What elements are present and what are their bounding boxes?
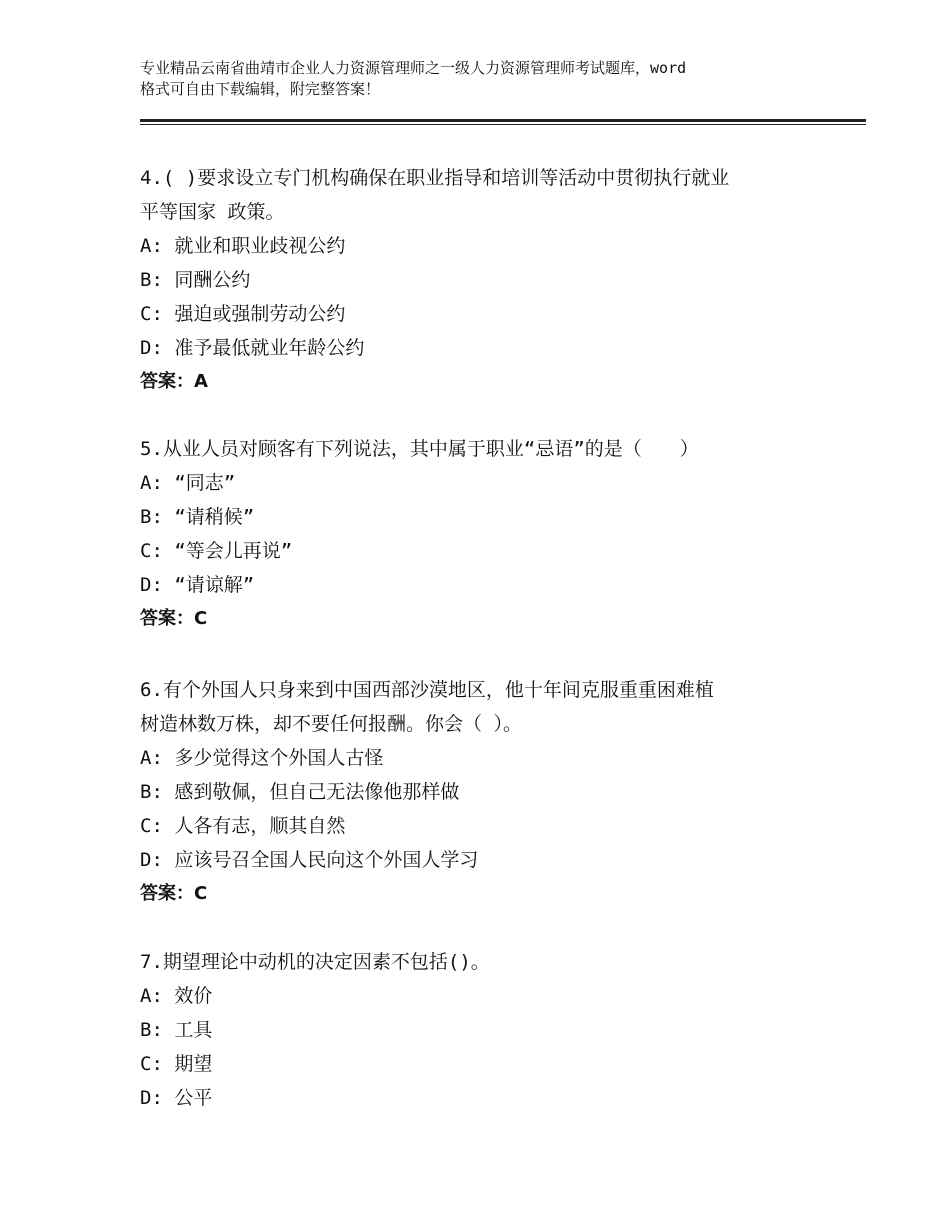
option-a: A: 就业和职业歧视公约 — [140, 235, 346, 257]
header-line-2: 格式可自由下载编辑，附完整答案！ — [140, 80, 381, 98]
question-stem-line: 树造林数万株，却不要任何报酬。你会（ ）。 — [140, 713, 522, 735]
option-d: D: 公平 — [140, 1087, 213, 1109]
answer-label: 答案：A — [140, 371, 208, 392]
question-6 — [140, 673, 820, 911]
answer-label: 答案：C — [140, 608, 208, 629]
option-b: B: 同酬公约 — [140, 269, 251, 291]
option-a: A: 效价 — [140, 985, 213, 1007]
option-b: B: 工具 — [140, 1019, 213, 1041]
question-stem-line: 平等国家 政策。 — [140, 201, 285, 223]
question-7 — [140, 945, 820, 1115]
option-c: C: “等会儿再说” — [140, 540, 293, 562]
header-divider-thick — [140, 119, 866, 122]
question-4 — [140, 161, 820, 399]
option-b: B: 感到敬佩，但自己无法像他那样做 — [140, 781, 460, 803]
answer-label: 答案：C — [140, 883, 208, 904]
question-stem-line: 6.有个外国人只身来到中国西部沙漠地区，他十年间克服重重困难植 — [140, 679, 714, 701]
option-c: C: 强迫或强制劳动公约 — [140, 303, 346, 325]
question-stem-line: 4.( )要求设立专门机构确保在职业指导和培训等活动中贯彻执行就业 — [140, 167, 730, 189]
question-stem-line: 7.期望理论中动机的决定因素不包括()。 — [140, 951, 490, 973]
option-a: A: 多少觉得这个外国人古怪 — [140, 747, 384, 769]
question-5 — [140, 432, 820, 636]
option-d: D: 准予最低就业年龄公约 — [140, 337, 365, 359]
option-a: A: “同志” — [140, 472, 236, 494]
header-divider-thin — [140, 124, 866, 125]
option-c: C: 期望 — [140, 1053, 213, 1075]
header-line-1: 专业精品云南省曲靖市企业人力资源管理师之一级人力资源管理师考试题库，word — [140, 59, 687, 77]
option-b: B: “请稍候” — [140, 506, 255, 528]
option-d: D: 应该号召全国人民向这个外国人学习 — [140, 849, 479, 871]
option-d: D: “请谅解” — [140, 574, 255, 596]
document-header — [140, 58, 840, 100]
option-c: C: 人各有志，顺其自然 — [140, 815, 346, 837]
question-stem-line: 5.从业人员对顾客有下列说法，其中属于职业“忌语”的是（ ） — [140, 438, 699, 460]
